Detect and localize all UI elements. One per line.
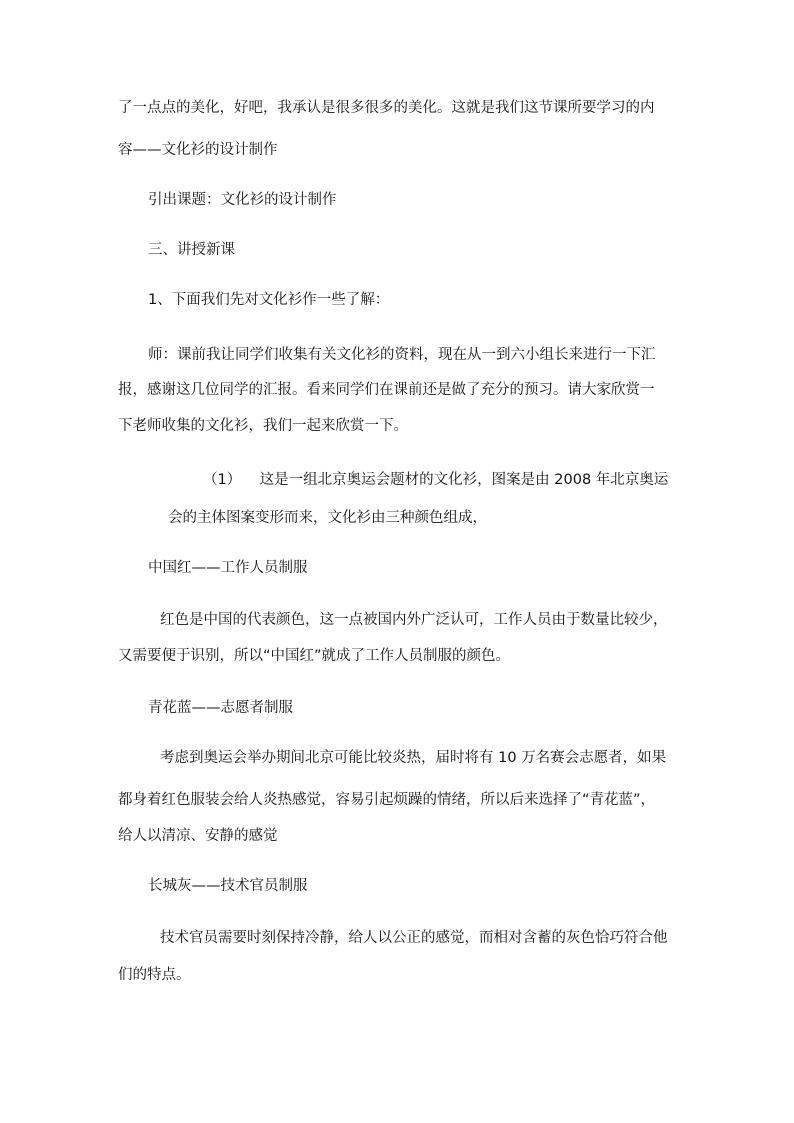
text-line: 引出课题：文化衫的设计制作 bbox=[148, 192, 337, 208]
text-line: 都身着红色服装会给人炎热感觉，容易引起烦躁的情绪，所以后来选择了“青花蓝”， bbox=[118, 792, 656, 808]
text-line: 下老师收集的文化衫，我们一起来欣赏一下。 bbox=[118, 418, 408, 434]
text-line: （1） 这是一组北京奥运会题材的文化衫，图案是由 2008 年北京奥运 bbox=[203, 472, 669, 488]
text-line: 报，感谢这几位同学的汇报。看来同学们在课前还是做了充分的预习。请大家欣赏一 bbox=[118, 382, 655, 398]
text-line: 会的主体图案变形而来，文化衫由三种颜色组成， bbox=[168, 510, 487, 526]
text-line: 考虑到奥运会举办期间北京可能比较炎热，届时将有 10 万名赛会志愿者，如果 bbox=[160, 750, 667, 766]
subheading-red: 中国红——工作人员制服 bbox=[148, 560, 308, 576]
text-line: 给人以清凉、安静的感觉 bbox=[118, 828, 278, 844]
subheading-blue: 青花蓝——志愿者制服 bbox=[148, 700, 293, 716]
subheading-grey: 长城灰——技术官员制服 bbox=[148, 878, 308, 894]
text-line: 师：课前我让同学们收集有关文化衫的资料，现在从一到六小组长来进行一下汇 bbox=[148, 347, 656, 363]
text-line: 又需要便于识别，所以“中国红”就成了工作人员制服的颜色。 bbox=[118, 648, 511, 664]
text-line: 技术官员需要时刻保持冷静，给人以公正的感觉，而相对含蓄的灰色恰巧符合他 bbox=[160, 930, 668, 946]
text-line: 容——文化衫的设计制作 bbox=[118, 142, 278, 158]
text-line: 红色是中国的代表颜色，这一点被国内外广泛认可，工作人员由于数量比较少， bbox=[160, 612, 668, 628]
section-heading: 三、讲授新课 bbox=[148, 242, 235, 258]
text-line: 了一点点的美化，好吧，我承认是很多很多的美化。这就是我们这节课所要学习的内 bbox=[118, 100, 655, 116]
text-line: 1、下面我们先对文化衫作一些了解： bbox=[148, 292, 390, 308]
text-line: 们的特点。 bbox=[118, 967, 191, 983]
